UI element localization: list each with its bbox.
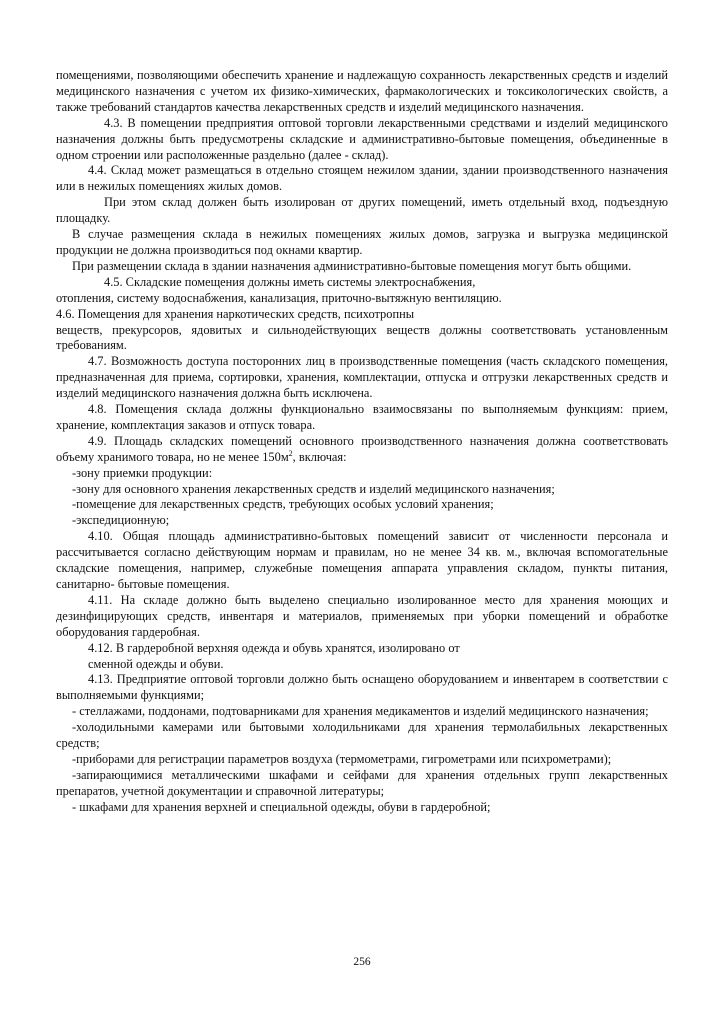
- paragraph: сменной одежды и обуви.: [88, 656, 224, 671]
- paragraph: -зону для основного хранения лекарственных средств и изделий медицинского назначения;: [72, 481, 555, 496]
- paragraph: -приборами для регистрации параметров воздуха (термометрами, гигрометрами или психрометрами);: [72, 751, 612, 766]
- paragraph: веществ, прекурсоров, ядовитых и сильнодействующих веществ должны соответствовать установленным требованиям.: [56, 322, 668, 353]
- paragraph: 4.4. Склад может размещаться в отдельно стоящем нежилом здании, здании производственного назначения или в нежилых помещениях жилых домов.: [56, 163, 668, 194]
- paragraph: - стеллажами, поддонами, подтоварниками для хранения медикаментов и изделий медицинского назначения;: [72, 704, 649, 719]
- paragraph: 4.6. Помещения для хранения наркотических средств, психотропны: [56, 306, 415, 321]
- paragraph: 4.12. В гардеробной верхняя одежда и обувь хранятся, изолировано от: [88, 640, 460, 655]
- document-body: [56, 68, 668, 816]
- paragraph: 4.13. Предприятие оптовой торговли должно быть оснащено оборудованием и инвентарем в соответствии с выполняемыми функциями;: [56, 672, 668, 703]
- paragraph: отопления, систему водоснабжения, канализация, приточно-вытяжную вентиляцию.: [56, 290, 502, 305]
- paragraph: -запирающимися металлическими шкафами и сейфами для хранения отдельных групп лекарственных препаратов, учетной документации и справочной литературы;: [56, 767, 668, 798]
- paragraph: 4.10. Общая площадь административно-бытовых помещений зависит от численности персонала и рассчитывается согласно действующим нормам и правилам, но не менее 34 кв. м., включая вспомогательные складские помещения, например, служебные помещения аппарата управления складом, пункты питания, санитарно- бытовые помещения.: [56, 529, 668, 591]
- paragraph: 4.8. Помещения склада должны функционально взаимосвязаны по выполняемым функциям: прием, хранение, комплектация заказов и отпуск товара.: [56, 402, 668, 432]
- paragraph: -помещение для лекарственных средств, требующих особых условий хранения;: [72, 497, 494, 512]
- paragraph: 4.7. Возможность доступа посторонних лиц в производственные помещения (часть складского помещения, предназначенная для приема, сортировки, хранения, комплектации, отпуска и отгрузки лекарственных средств и изделий медицинского назначения должна быть исключена.: [56, 354, 668, 401]
- paragraph: 4.3. В помещении предприятия оптовой торговли лекарственными средствами и изделий медицинского назначения должны быть предусмотрены складские и административно-бытовые помещения, объединенные в одном строении или расположенные раздельно (далее - склад).: [56, 115, 668, 162]
- paragraph: -холодильными камерами или бытовыми холодильниками для хранения термолабильных лекарственных средств;: [56, 720, 668, 751]
- paragraph: 4.11. На складе должно быть выделено специально изолированное место для хранения моющих и дезинфицирующих средств, инвентаря и материалов, применяемых при уборки помещений и обработке оборудования гардеробная.: [56, 592, 668, 639]
- paragraph: 4.9. Площадь складских помещений основного производственного назначения должна соответствовать объему хранимого товара, но не менее $150м^2$, включая:: [56, 433, 668, 464]
- page-number: 256: [353, 956, 371, 968]
- paragraph: - шкафами для хранения верхней и специальной одежды, обуви в гардеробной;: [72, 799, 491, 814]
- paragraph: При этом склад должен быть изолирован от других помещений, иметь отдельный вход, подъездную площадку.: [56, 195, 668, 226]
- paragraph: В случае размещения склада в нежилых помещениях жилых домов, загрузка и выгрузка медицинской продукции не должна производиться под окнами квартир.: [56, 227, 668, 257]
- paragraph: помещениями, позволяющими обеспечить хранение и надлежащую сохранность лекарственных средств и изделий медицинского назначения с учетом их физико-химических, фармакологических и токсикологических свойств, а также требований стандартов качества лекарственных средств и изделий медицинского назначения.: [56, 68, 668, 114]
- paragraph: -экспедиционную;: [72, 513, 170, 528]
- paragraph: 4.5. Складские помещения должны иметь системы электроснабжения,: [104, 274, 476, 289]
- paragraph: -зону приемки продукции:: [72, 465, 213, 480]
- paragraph: При размещении склада в здании назначения административно-бытовые помещения могут быть общими.: [72, 258, 632, 273]
